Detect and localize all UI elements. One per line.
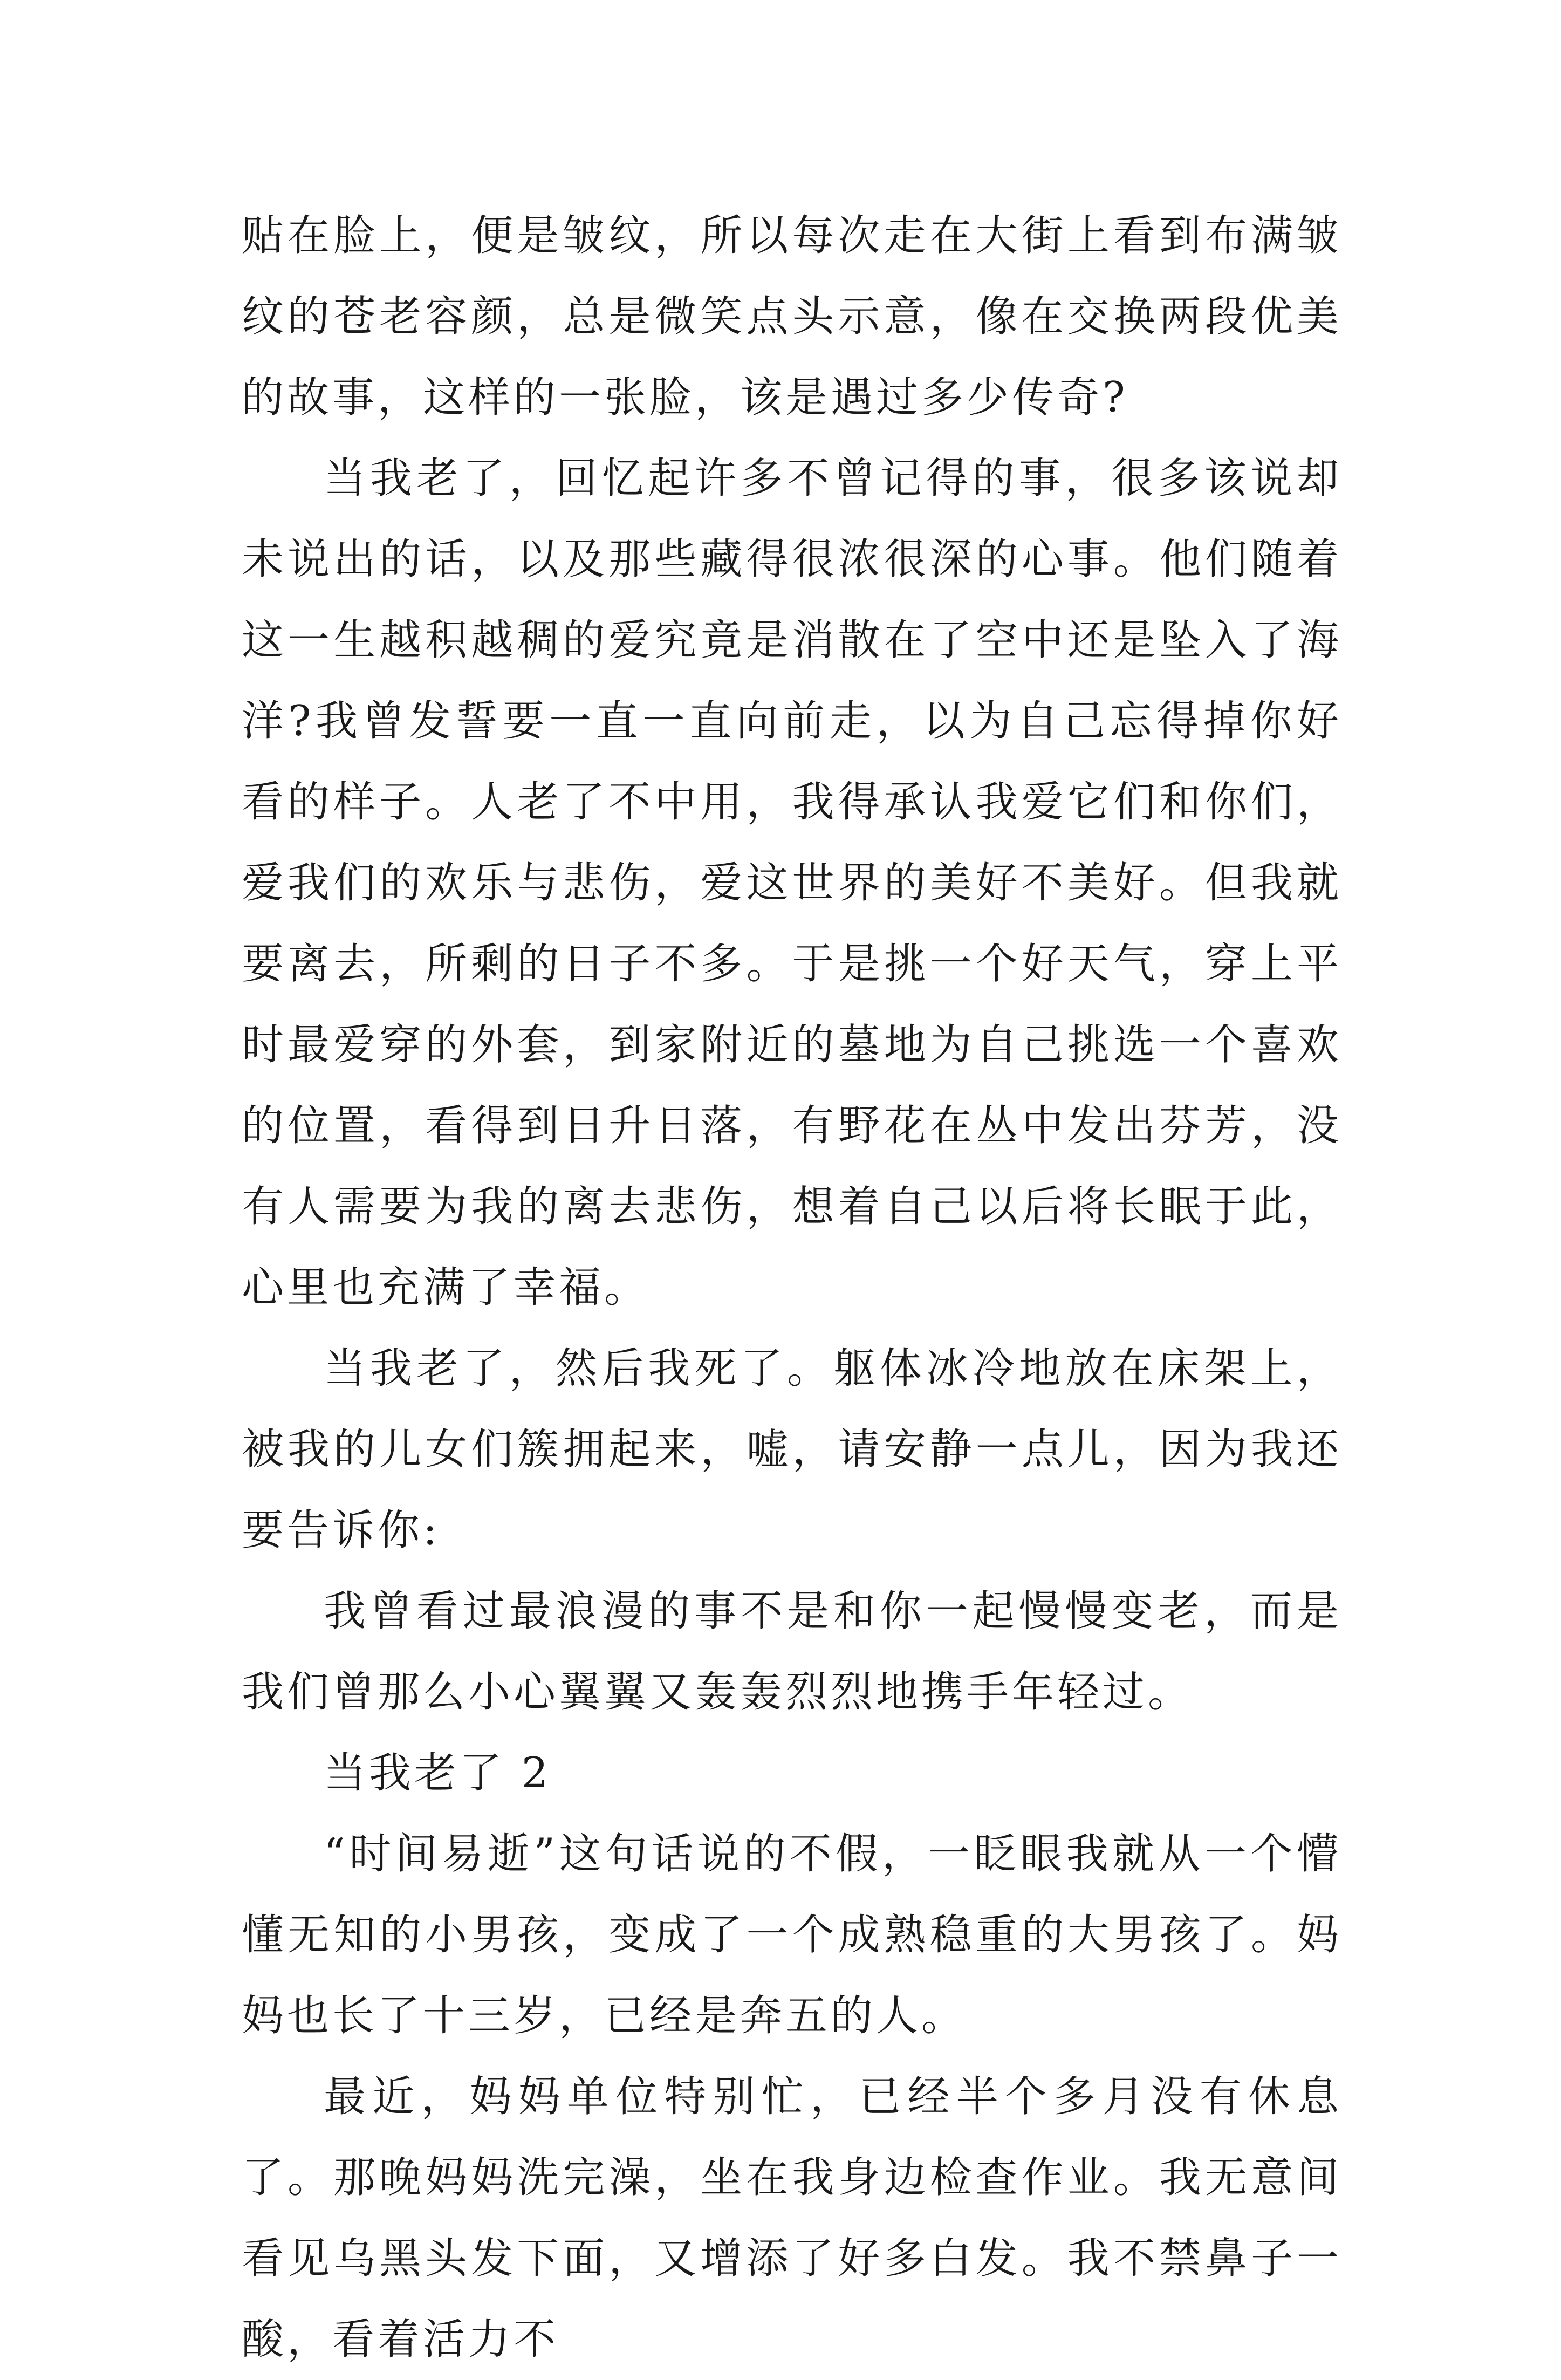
paragraph-2: 当我老了，回忆起许多不曾记得的事，很多该说却未说出的话，以及那些藏得很浓很深的心事。他们随着这一生越积越稠的爱究竟是消散在了空中还是坠入了海洋?我曾发誓要一直一直向前走，以为自己忘得掉你好看的样子。人老了不中用，我得承认我爱它们和你们，爱我们的欢乐与悲伤，爱这世界的美好不美好。但我就要离去，所剩的日子不多。于是挑一个好天气，穿上平时最爱穿的外套，到家附近的墓地为自己挑选一个喜欢的位置，看得到日升日落，有野花在丛中发出芬芳，没有人需要为我的离去悲伤，想着自己以后将长眠于此，心里也充满了幸福。 bbox=[242, 454, 1342, 1312]
paragraph-3: 当我老了，然后我死了。躯体冰冷地放在床架上，被我的儿女们簇拥起来，嘘，请安静一点儿，因为我还要告诉你: bbox=[242, 1344, 1342, 1555]
paragraph-6: 最近，妈妈单位特别忙，已经半个多月没有休息了。那晚妈妈洗完澡，坐在我身边检查作业。我无意间看见乌黑头发下面，又增添了好多白发。我不禁鼻子一酸，看着活力不 bbox=[242, 2073, 1342, 2364]
document-body bbox=[242, 195, 1342, 2380]
paragraph-4: 我曾看过最浪漫的事不是和你一起慢慢变老，而是我们曾那么小心翼翼又轰轰烈烈地携手年轻过。 bbox=[242, 1587, 1342, 1716]
paragraph-1: 贴在脸上，便是皱纹，所以每次走在大街上看到布满皱纹的苍老容颜，总是微笑点头示意，像在交换两段优美的故事，这样的一张脸，该是遇过多少传奇? bbox=[242, 211, 1342, 422]
paragraph-5: “时间易逝”这句话说的不假，一眨眼我就从一个懵懂无知的小男孩，变成了一个成熟稳重的大男孩了。妈妈也长了十三岁，已经是奔五的人。 bbox=[242, 1830, 1342, 2040]
section-heading: 当我老了 2 bbox=[324, 1749, 552, 1797]
